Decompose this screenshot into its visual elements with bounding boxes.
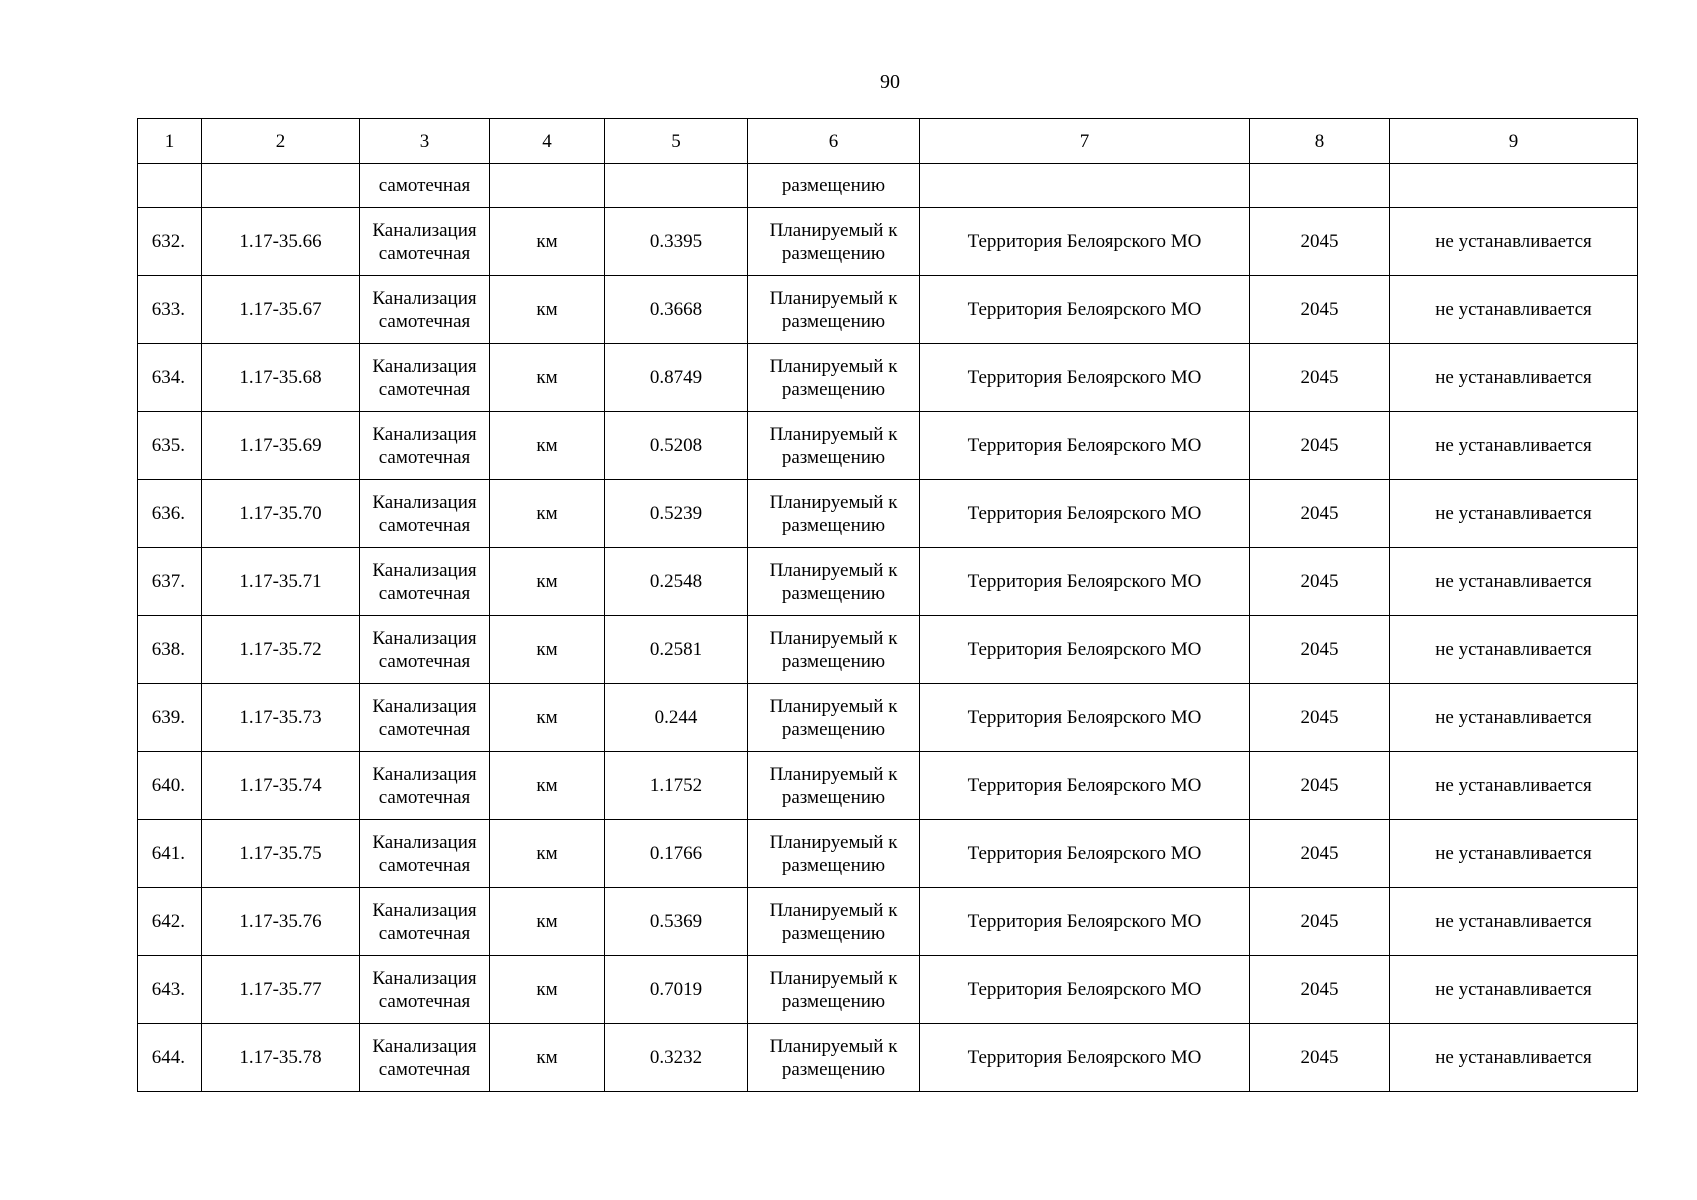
object-name-cell-line-1: Канализация — [372, 491, 477, 513]
location-cell: Территория Белоярского МО — [920, 888, 1250, 956]
object-name-cell-line-2: самотечная — [378, 718, 471, 740]
location-cell: Территория Белоярского МО — [920, 684, 1250, 752]
unit-cell: км — [490, 276, 605, 344]
status-cell-line-2: размещению — [781, 446, 886, 468]
zone-cell: не устанавливается — [1390, 888, 1638, 956]
object-name-cell-line-1: Канализация — [372, 627, 477, 649]
location-cell: Территория Белоярского МО — [920, 820, 1250, 888]
object-name-cell-line-1: Канализация — [372, 559, 477, 581]
status-cell-line-1: Планируемый к — [769, 559, 898, 581]
value-cell: 0.2581 — [605, 616, 748, 684]
year-cell: 2045 — [1250, 684, 1390, 752]
object-name-cell-line-2: самотечная — [378, 242, 471, 264]
continuation-cell-6: размещению — [748, 164, 920, 208]
unit-cell: км — [490, 684, 605, 752]
status-cell — [748, 752, 920, 820]
object-name-cell — [360, 956, 490, 1024]
status-cell — [748, 956, 920, 1024]
status-cell-line-2: размещению — [781, 854, 886, 876]
object-code-cell: 1.17-35.76 — [202, 888, 360, 956]
object-code-cell: 1.17-35.77 — [202, 956, 360, 1024]
zone-cell: не устанавливается — [1390, 820, 1638, 888]
object-name-cell-line-2: самотечная — [378, 1058, 471, 1080]
object-code-cell: 1.17-35.72 — [202, 616, 360, 684]
zone-cell: не устанавливается — [1390, 412, 1638, 480]
value-cell: 0.1766 — [605, 820, 748, 888]
header-cell-6: 6 — [748, 119, 920, 164]
year-cell: 2045 — [1250, 820, 1390, 888]
status-cell-line-2: размещению — [781, 718, 886, 740]
status-cell — [748, 616, 920, 684]
unit-cell: км — [490, 888, 605, 956]
year-cell: 2045 — [1250, 616, 1390, 684]
table-row — [138, 820, 1638, 888]
status-cell — [748, 1024, 920, 1092]
status-cell — [748, 208, 920, 276]
year-cell: 2045 — [1250, 1024, 1390, 1092]
status-cell — [748, 344, 920, 412]
header-cell-8: 8 — [1250, 119, 1390, 164]
row-number-cell: 632. — [138, 208, 202, 276]
object-name-cell — [360, 480, 490, 548]
object-name-cell-line-2: самотечная — [378, 378, 471, 400]
object-name-cell-line-2: самотечная — [378, 514, 471, 536]
table-row — [138, 684, 1638, 752]
row-number-cell: 644. — [138, 1024, 202, 1092]
location-cell: Территория Белоярского МО — [920, 208, 1250, 276]
object-code-cell: 1.17-35.74 — [202, 752, 360, 820]
table-row — [138, 208, 1638, 276]
row-number-cell: 635. — [138, 412, 202, 480]
unit-cell: км — [490, 548, 605, 616]
header-cell-1: 1 — [138, 119, 202, 164]
object-name-cell — [360, 208, 490, 276]
zone-cell: не устанавливается — [1390, 548, 1638, 616]
unit-cell: км — [490, 752, 605, 820]
location-cell: Территория Белоярского МО — [920, 276, 1250, 344]
zone-cell: не устанавливается — [1390, 616, 1638, 684]
object-code-cell: 1.17-35.78 — [202, 1024, 360, 1092]
location-cell: Территория Белоярского МО — [920, 1024, 1250, 1092]
zone-cell: не устанавливается — [1390, 1024, 1638, 1092]
status-cell-line-1: Планируемый к — [769, 1035, 898, 1057]
status-cell — [748, 820, 920, 888]
status-cell-line-1: Планируемый к — [769, 695, 898, 717]
year-cell: 2045 — [1250, 956, 1390, 1024]
object-name-cell-line-2: самотечная — [378, 310, 471, 332]
value-cell: 0.7019 — [605, 956, 748, 1024]
status-cell — [748, 888, 920, 956]
value-cell: 0.3395 — [605, 208, 748, 276]
row-number-cell: 638. — [138, 616, 202, 684]
value-cell: 0.244 — [605, 684, 748, 752]
table-row — [138, 480, 1638, 548]
table-row — [138, 1024, 1638, 1092]
value-cell: 0.8749 — [605, 344, 748, 412]
continuation-cell-7 — [920, 164, 1250, 208]
zone-cell: не устанавливается — [1390, 684, 1638, 752]
unit-cell: км — [490, 208, 605, 276]
year-cell: 2045 — [1250, 480, 1390, 548]
unit-cell: км — [490, 820, 605, 888]
object-code-cell: 1.17-35.73 — [202, 684, 360, 752]
status-cell — [748, 412, 920, 480]
object-code-cell: 1.17-35.69 — [202, 412, 360, 480]
location-cell: Территория Белоярского МО — [920, 344, 1250, 412]
status-cell — [748, 480, 920, 548]
object-name-cell-line-2: самотечная — [378, 582, 471, 604]
status-cell-line-1: Планируемый к — [769, 899, 898, 921]
location-cell: Территория Белоярского МО — [920, 752, 1250, 820]
status-cell — [748, 684, 920, 752]
zone-cell: не устанавливается — [1390, 956, 1638, 1024]
table-header-row — [138, 119, 1638, 164]
unit-cell: км — [490, 956, 605, 1024]
continuation-cell-9 — [1390, 164, 1638, 208]
status-cell-line-2: размещению — [781, 310, 886, 332]
table-row — [138, 888, 1638, 956]
unit-cell: км — [490, 616, 605, 684]
header-cell-9: 9 — [1390, 119, 1638, 164]
continuation-cell-5 — [605, 164, 748, 208]
objects-table — [137, 118, 1638, 1092]
value-cell: 0.5369 — [605, 888, 748, 956]
row-number-cell: 639. — [138, 684, 202, 752]
object-name-cell-line-1: Канализация — [372, 763, 477, 785]
location-cell: Территория Белоярского МО — [920, 548, 1250, 616]
status-cell-line-1: Планируемый к — [769, 967, 898, 989]
status-cell-line-1: Планируемый к — [769, 355, 898, 377]
status-cell-line-1: Планируемый к — [769, 287, 898, 309]
table-continuation-row — [138, 164, 1638, 208]
row-number-cell: 642. — [138, 888, 202, 956]
object-name-cell — [360, 344, 490, 412]
zone-cell: не устанавливается — [1390, 752, 1638, 820]
table-row — [138, 956, 1638, 1024]
row-number-cell: 634. — [138, 344, 202, 412]
row-number-cell: 643. — [138, 956, 202, 1024]
zone-cell: не устанавливается — [1390, 276, 1638, 344]
year-cell: 2045 — [1250, 344, 1390, 412]
table-row — [138, 276, 1638, 344]
object-code-cell: 1.17-35.66 — [202, 208, 360, 276]
status-cell-line-2: размещению — [781, 990, 886, 1012]
location-cell: Территория Белоярского МО — [920, 616, 1250, 684]
location-cell: Территория Белоярского МО — [920, 480, 1250, 548]
status-cell — [748, 276, 920, 344]
object-name-cell-line-2: самотечная — [378, 786, 471, 808]
object-name-cell — [360, 276, 490, 344]
continuation-cell-8 — [1250, 164, 1390, 208]
year-cell: 2045 — [1250, 208, 1390, 276]
status-cell-line-1: Планируемый к — [769, 627, 898, 649]
continuation-cell-4 — [490, 164, 605, 208]
continuation-cell-3: самотечная — [360, 164, 490, 208]
object-name-cell — [360, 820, 490, 888]
table-row — [138, 344, 1638, 412]
object-code-cell: 1.17-35.67 — [202, 276, 360, 344]
continuation-cell-2 — [202, 164, 360, 208]
table-row — [138, 752, 1638, 820]
status-cell — [748, 548, 920, 616]
row-number-cell: 640. — [138, 752, 202, 820]
header-cell-4: 4 — [490, 119, 605, 164]
value-cell: 0.5239 — [605, 480, 748, 548]
unit-cell: км — [490, 1024, 605, 1092]
location-cell: Территория Белоярского МО — [920, 412, 1250, 480]
status-cell-line-2: размещению — [781, 582, 886, 604]
unit-cell: км — [490, 480, 605, 548]
status-cell-line-1: Планируемый к — [769, 219, 898, 241]
status-cell-line-1: Планируемый к — [769, 491, 898, 513]
object-code-cell: 1.17-35.70 — [202, 480, 360, 548]
value-cell: 0.5208 — [605, 412, 748, 480]
year-cell: 2045 — [1250, 752, 1390, 820]
status-cell-line-2: размещению — [781, 786, 886, 808]
object-name-cell — [360, 752, 490, 820]
object-name-cell-line-1: Канализация — [372, 219, 477, 241]
status-cell-line-2: размещению — [781, 378, 886, 400]
value-cell: 0.3668 — [605, 276, 748, 344]
object-name-cell-line-1: Канализация — [372, 967, 477, 989]
status-cell-line-2: размещению — [781, 514, 886, 536]
year-cell: 2045 — [1250, 548, 1390, 616]
object-name-cell — [360, 412, 490, 480]
object-name-cell — [360, 888, 490, 956]
unit-cell: км — [490, 344, 605, 412]
row-number-cell: 633. — [138, 276, 202, 344]
object-name-cell-line-1: Канализация — [372, 423, 477, 445]
row-number-cell: 641. — [138, 820, 202, 888]
year-cell: 2045 — [1250, 412, 1390, 480]
table-row — [138, 412, 1638, 480]
unit-cell: км — [490, 412, 605, 480]
object-code-cell: 1.17-35.71 — [202, 548, 360, 616]
status-cell-line-1: Планируемый к — [769, 831, 898, 853]
value-cell: 1.1752 — [605, 752, 748, 820]
value-cell: 0.2548 — [605, 548, 748, 616]
object-name-cell-line-2: самотечная — [378, 990, 471, 1012]
object-code-cell: 1.17-35.68 — [202, 344, 360, 412]
object-name-cell — [360, 548, 490, 616]
header-cell-3: 3 — [360, 119, 490, 164]
status-cell-line-2: размещению — [781, 922, 886, 944]
status-cell-line-2: размещению — [781, 650, 886, 672]
object-name-cell-line-1: Канализация — [372, 899, 477, 921]
object-name-cell-line-1: Канализация — [372, 695, 477, 717]
zone-cell: не устанавливается — [1390, 208, 1638, 276]
status-cell-line-1: Планируемый к — [769, 763, 898, 785]
object-name-cell-line-2: самотечная — [378, 922, 471, 944]
page-number: 90 — [880, 71, 900, 93]
object-name-cell — [360, 1024, 490, 1092]
object-name-cell — [360, 684, 490, 752]
continuation-cell-1 — [138, 164, 202, 208]
object-name-cell — [360, 616, 490, 684]
status-cell-line-2: размещению — [781, 1058, 886, 1080]
zone-cell: не устанавливается — [1390, 344, 1638, 412]
table-row — [138, 616, 1638, 684]
object-code-cell: 1.17-35.75 — [202, 820, 360, 888]
object-name-cell-line-1: Канализация — [372, 287, 477, 309]
table-row — [138, 548, 1638, 616]
header-cell-7: 7 — [920, 119, 1250, 164]
object-name-cell-line-1: Канализация — [372, 1035, 477, 1057]
object-name-cell-line-2: самотечная — [378, 854, 471, 876]
object-name-cell-line-1: Канализация — [372, 831, 477, 853]
object-name-cell-line-2: самотечная — [378, 446, 471, 468]
zone-cell: не устанавливается — [1390, 480, 1638, 548]
object-name-cell-line-1: Канализация — [372, 355, 477, 377]
object-name-cell-line-2: самотечная — [378, 650, 471, 672]
year-cell: 2045 — [1250, 276, 1390, 344]
header-cell-5: 5 — [605, 119, 748, 164]
row-number-cell: 636. — [138, 480, 202, 548]
status-cell-line-2: размещению — [781, 242, 886, 264]
row-number-cell: 637. — [138, 548, 202, 616]
location-cell: Территория Белоярского МО — [920, 956, 1250, 1024]
header-cell-2: 2 — [202, 119, 360, 164]
year-cell: 2045 — [1250, 888, 1390, 956]
status-cell-line-1: Планируемый к — [769, 423, 898, 445]
value-cell: 0.3232 — [605, 1024, 748, 1092]
